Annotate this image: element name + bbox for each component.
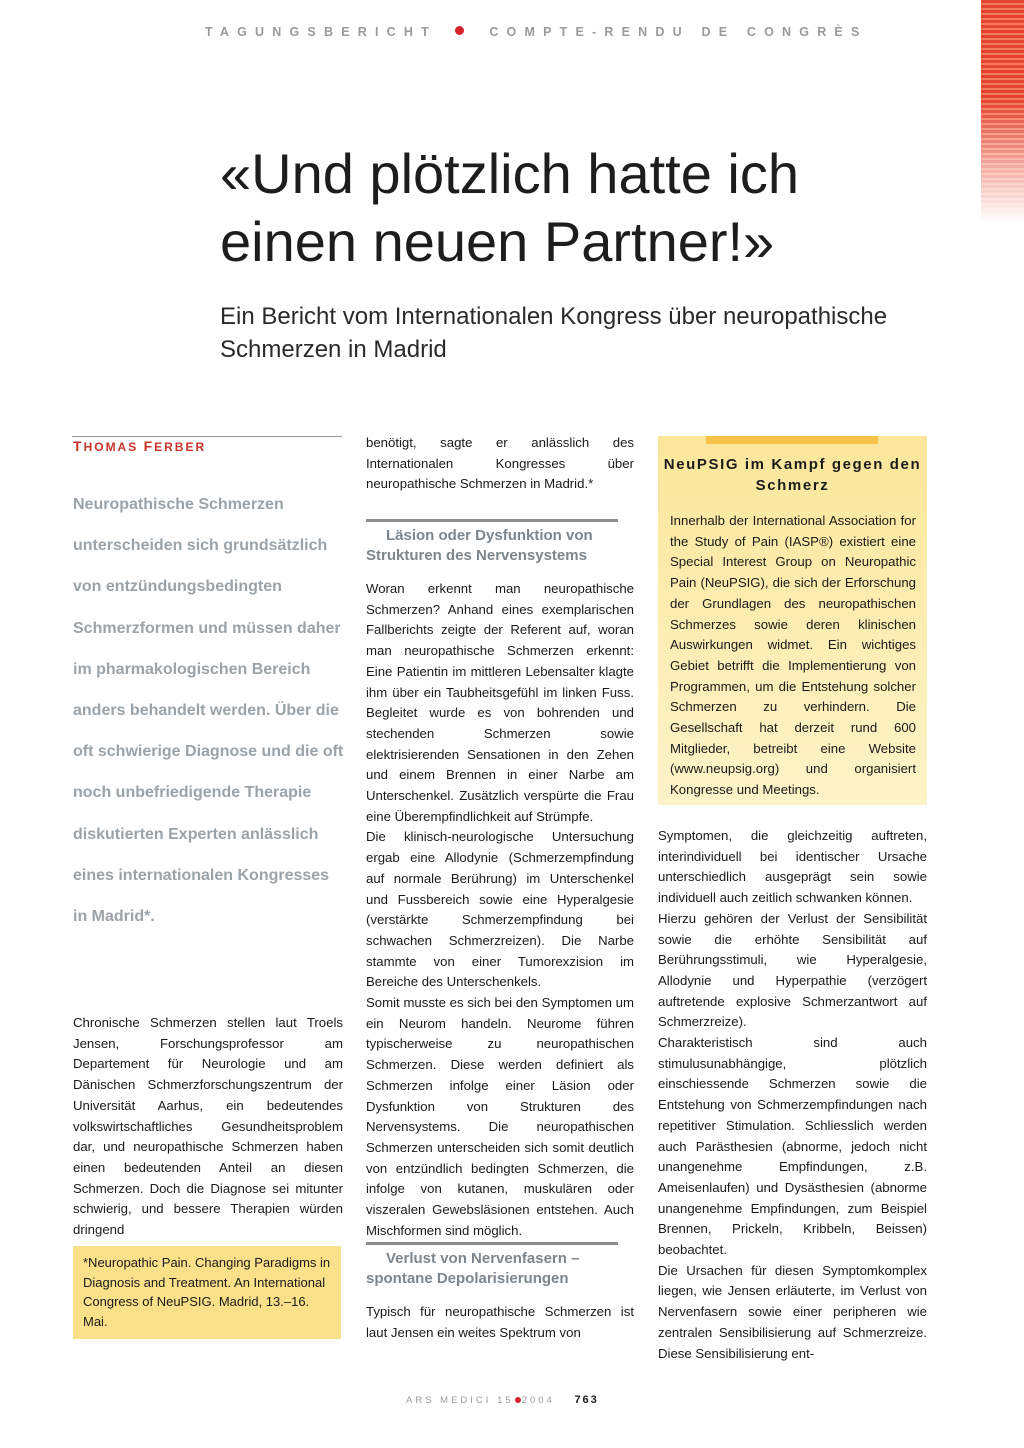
subheading-1-text: Läsion oder Dysfunktion von Strukturen des Nervensystems	[366, 527, 593, 564]
byline-rule	[72, 436, 342, 437]
lead-paragraph: Neuropathische Schmerzen unterscheiden sich grundsätzlich von entzündungsbedingten Schmerzformen und müssen daher im pharmakologischen Bereich anders behandelt werden. Über die oft schwierige Diagnose und die oft noch unbefriedigende Therapie diskutierten Experten anlässlich eines internationalen Kongresses in Madrid*.	[73, 496, 344, 926]
sidebar-title: NeuPSIG im Kampf gegen den Schmerz	[663, 456, 922, 494]
col2-bottom-text: Typisch für neuropathische Schmerzen ist laut Jensen ein weites Spektrum von	[366, 1304, 634, 1340]
subheading-1	[366, 519, 618, 566]
subheading-2-text: Verlust von Nervenfasern – spontane Depolarisierungen	[366, 1250, 580, 1287]
author-last-initial: F	[143, 438, 155, 454]
article-subtitle: Ein Bericht vom Internationalen Kongress über neuropathische Schmerzen in Madrid	[220, 303, 888, 363]
author-last-name: ERBER	[154, 440, 207, 454]
col2-paragraph: Woran erkennt man neuropathische Schmerzen? Anhand eines exemplarischen Fallberichts zeigte der Referent auf, woran man neuropathische Schmerzen erkennt: Eine Patientin im mittleren Lebensalter klagte ihm über ein Taubheitsgefühl im linken Fuss. Begleitet wurde es von bohrenden und stechenden Schmerzen sowie elektrisierenden Sensationen in den Zehen und einem Brennen in einer Narbe am Unterschenkel. Zusätzlich verspürte die Frau eine Überempfindlichkeit auf Strümpfe.	[366, 581, 634, 824]
col3-paragraph: Die Ursachen für diesen Symptomkomplex liegen, wie Jensen erläuterte, im Verlust von Nervenfasern sowie einer peripheren wie zentralen Sensibilisierung auf Schmerzreize. Diese Sensibilisierung ent-	[658, 1262, 927, 1361]
journal-name: ARS MEDICI	[406, 1395, 492, 1406]
col3-paragraph: Charakteristisch sind auch stimulusunabhängige, plötzlich einschiessende Schmerzen sowie die Entstehung von Schmerzempfindungen nach repetitiver Stimulation. Schliesslich werden auch Parästhesien (abnorme, jedoch nicht unangenehme Empfindungen, z.B. Ameisenlaufen) und Dysästhesien (abnorme unangenehme Empfindungen, zum Beispiel Brennen, Prickeln, Kribbeln, Beissen) beobachtet.	[658, 1035, 927, 1258]
col2-paragraph: Somit musste es sich bei den Symptomen um ein Neurom handeln. Neurome führen typischerweise zu neuropathischen Schmerzen. Diese werden definiert als Schmerzen infolge einer Läsion oder Dysfunktion von Strukturen des Nervensystems. Die neuropathischen Schmerzen unterscheiden sich somit deutlich von entzündlich bedingten Schmerzen, die infolge von kutanen, muskulären oder viszeralen Gewebsläsionen entstehen. Auch Mischformen sind möglich.	[366, 995, 634, 1238]
running-head	[205, 25, 935, 39]
page-number: 763	[574, 1394, 599, 1406]
page-footer	[406, 1394, 599, 1406]
article-title: «Und plötzlich hatte ich einen neuen Partner!»	[220, 142, 800, 273]
subheading-2	[366, 1242, 618, 1289]
col3-paragraph: Hierzu gehören der Verlust der Sensibilität sowie die erhöhte Sensibilität auf Berührungsstimuli, wie Hyperalgesie, Allodynie und Hyperpathie (verzögert auftretende explosive Schmerzantwort auf Schmerzreize).	[658, 910, 927, 1030]
col1-body-text: Chronische Schmerzen stellen laut Troels Jensen, Forschungsprofessor am Departement für Neurologie und am Dänischen Schmerzforschungszentrum der Universität Aarhus, ein bedeutendes volkswirtschaftliches Gesundheitsproblem dar, und neuropathische Schmerzen haben einen bedeutenden Anteil an diesen Schmerzen. Doch die Diagnose sei mitunter schwierig, und bessere Therapien würden dringend	[73, 1015, 343, 1238]
bullet-dot	[515, 1397, 521, 1403]
running-head-left: TAGUNGSBERICHT	[205, 25, 437, 39]
issue-year: 2004	[521, 1395, 555, 1406]
author-initial: T	[73, 438, 84, 454]
subheading-rule	[366, 1242, 618, 1245]
col2-body	[366, 579, 634, 1242]
bullet-dot	[455, 26, 464, 35]
col3-body	[658, 826, 927, 1364]
sidebar-tab-accent	[706, 436, 878, 444]
footnote-box: *Neuropathic Pain. Changing Paradigms in Diagnosis and Treatment. An International Congress of NeuPSIG. Madrid, 13.–16. Mai.	[73, 1246, 341, 1339]
col2-paragraph: Die klinisch-neurologische Untersuchung ergab eine Allodynie (Schmerzempfindung auf normale Berührung) im Unterschenkel und Fussbereich sowie eine Hyperalgesie (verstärkte Schmerzempfindung bei schwachen Schmerzreizen). Die Narbe stammte von einer Tumorexzision im Bereiche des Unterschenkels.	[366, 829, 634, 990]
col3-paragraph: Symptomen, die gleichzeitig auftreten, interindividuell bei identischer Ursache unterschiedlich ausgeprägt sein sowie individuell auch zeitlich schwanken können.	[658, 828, 927, 906]
author-byline	[73, 438, 206, 454]
running-head-right: COMPTE-RENDU DE CONGRÈS	[489, 25, 868, 39]
issue-number: 15	[497, 1395, 514, 1406]
edge-color-stripe	[981, 0, 1024, 222]
sidebar-text: Innerhalb der International Association for the Study of Pain (IASP®) existiert eine Special Interest Group on Neuropathic Pain (NeuPSIG), die sich der Erforschung der Grundlagen des neuropathischen Schmerzes sowie deren klinischen Auswirkungen widmet. Ein wichtiges Gebiet betrifft die Implementierung von Programmen, um die Entstehung solcher Schmerzen zu verhindern. Die Gesellschaft hat derzeit rund 600 Mitglieder, betreibt eine Website (www.neupsig.org) und organisiert Kongresse und Meetings.	[670, 513, 916, 798]
subheading-rule	[366, 519, 618, 522]
neupsig-sidebar-box	[658, 436, 927, 805]
author-first-name: HOMAS	[83, 440, 139, 454]
col2-continuation-text: benötigt, sagte er anlässlich des Internationalen Kongresses über neuropathische Schmerzen in Madrid.*	[366, 435, 634, 492]
